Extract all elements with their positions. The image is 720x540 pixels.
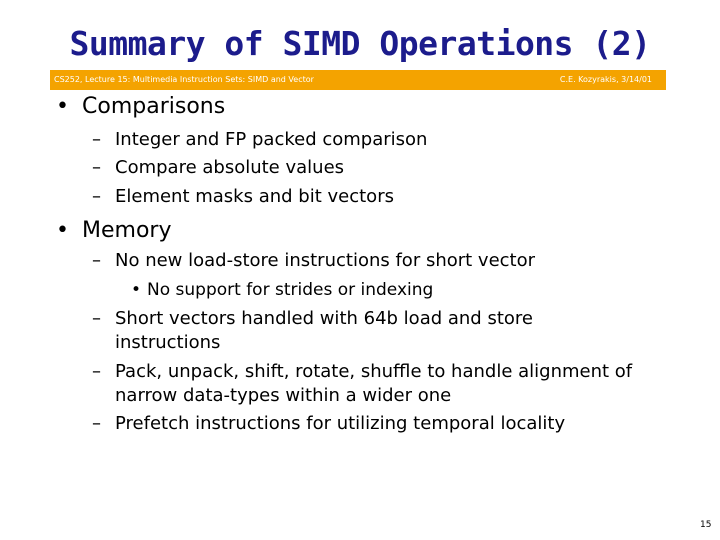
bullet-dot: • — [56, 94, 69, 119]
bullet-heading: Memory — [82, 218, 172, 243]
bullet-dot: • — [56, 218, 69, 243]
sub-bullet-text: Element masks and bit vectors — [115, 186, 394, 207]
sub-sub-bullet-text: No support for strides or indexing — [147, 280, 434, 300]
header-bar — [50, 70, 666, 90]
sub-bullet-text: instructions — [115, 332, 221, 353]
sub-bullet-text: Prefetch instructions for utilizing temporal locality — [115, 413, 566, 434]
sub-sub-bullet — [131, 280, 433, 300]
author-date-label: C.E. Kozyrakis, 3/14/01 — [559, 75, 652, 84]
sub-bullet-text: Compare absolute values — [115, 157, 345, 178]
bullet-dot: • — [131, 280, 142, 300]
course-label: CS252, Lecture 15: Multimedia Instruction Sets: SIMD and Vector — [54, 75, 314, 84]
sub-bullet-text: narrow data-types within a wider one — [115, 385, 452, 406]
sub-bullet-text: Integer and FP packed comparison — [115, 129, 428, 150]
bullet-memory — [56, 218, 171, 243]
page-number: 15 — [700, 520, 712, 530]
slide-title: Summary of SIMD Operations (2) — [69, 24, 651, 63]
sub-bullet-text: No new load-store instructions for short vector — [115, 250, 536, 271]
sub-bullet-text: Pack, unpack, shift, rotate, shuffle to handle alignment of — [115, 361, 633, 382]
bullet-heading: Comparisons — [82, 94, 226, 119]
bullet-comparisons — [56, 94, 225, 119]
sub-bullet-text: Short vectors handled with 64b load and store — [115, 308, 533, 329]
